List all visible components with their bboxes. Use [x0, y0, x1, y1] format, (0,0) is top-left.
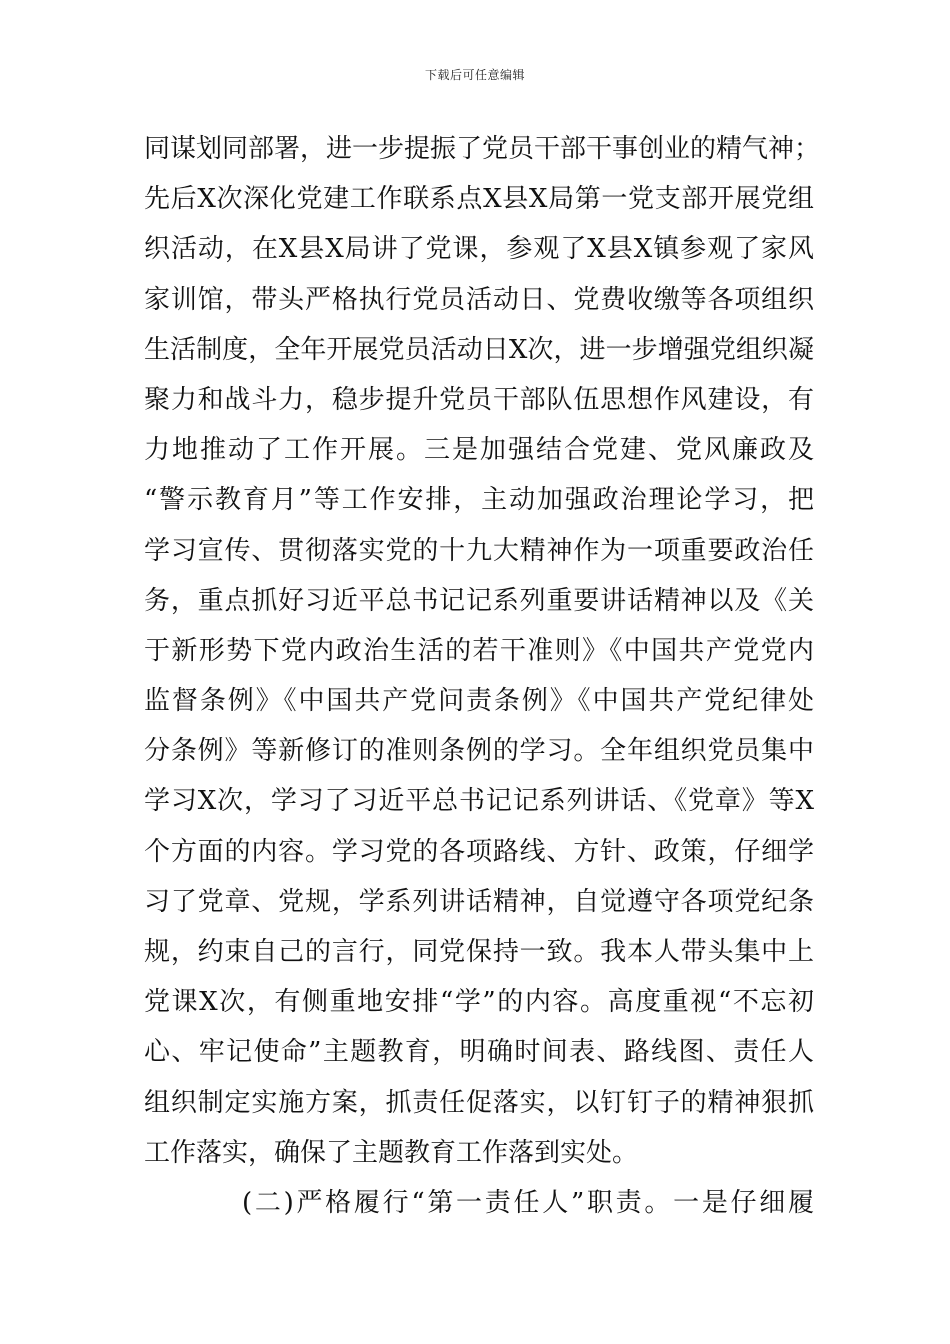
text-line: 同谋划同部署，进一步提振了党员干部干事创业的精气神；	[144, 134, 821, 164]
text-line: 学习宣传、贯彻落实党的十九大精神作为一项重要政治任	[144, 535, 814, 566]
text-line: 分条例》等新修订的准则条例的学习。全年组织党员集中	[144, 736, 814, 767]
text-line: 务，重点抓好习近平总书记记系列重要讲话精神以及《关	[144, 585, 814, 616]
text-line: 聚力和战斗力，稳步提升党员干部队伍思想作风建设，有	[144, 384, 814, 415]
text-line: 力地推动了工作开展。三是加强结合党建、党风廉政及	[144, 435, 814, 466]
paragraph-end-line: 工作落实，确保了主题教育工作落到实处。	[144, 1137, 639, 1168]
document-body	[144, 124, 821, 1228]
text-line: 家训馆，带头严格执行党员活动日、党费收缴等各项组织	[144, 284, 814, 315]
page-header: 下载后可任意编辑	[424, 68, 525, 82]
text-line: 组织制定实施方案，抓责任促落实，以钉钉子的精神狠抓	[144, 1087, 814, 1118]
text-line: 个方面的内容。学习党的各项路线、方针、政策，仔细学	[144, 836, 814, 867]
text-line: 习了党章、党规，学系列讲话精神，自觉遵守各项党纪条	[144, 886, 814, 917]
section-heading-line: (二)严格履行“第一责任人”职责。一是仔细履	[242, 1187, 814, 1218]
text-line: “警示教育月”等工作安排，主动加强政治理论学习，把	[144, 485, 814, 516]
text-line: 学习X次，学习了习近平总书记记系列讲话、《党章》等X	[144, 786, 814, 817]
text-line: 监督条例》《中国共产党问责条例》《中国共产党纪律处	[144, 686, 814, 717]
text-line: 生活制度，全年开展党员活动日X次，进一步增强党组织凝	[144, 334, 814, 365]
text-line: 先后X次深化党建工作联系点X县X局第一党支部开展党组	[144, 184, 814, 215]
text-line: 于新形势下党内政治生活的若干准则》《中国共产党党内	[144, 635, 814, 666]
text-line: 党课X次，有侧重地安排“学”的内容。高度重视“不忘初	[144, 987, 814, 1018]
text-line: 心、牢记使命”主题教育，明确时间表、路线图、责任人	[144, 1037, 814, 1068]
text-line: 规，约束自己的言行，同党保持一致。我本人带头集中上	[144, 937, 814, 967]
text-line: 织活动，在X县X局讲了党课，参观了X县X镇参观了家风	[144, 234, 814, 265]
